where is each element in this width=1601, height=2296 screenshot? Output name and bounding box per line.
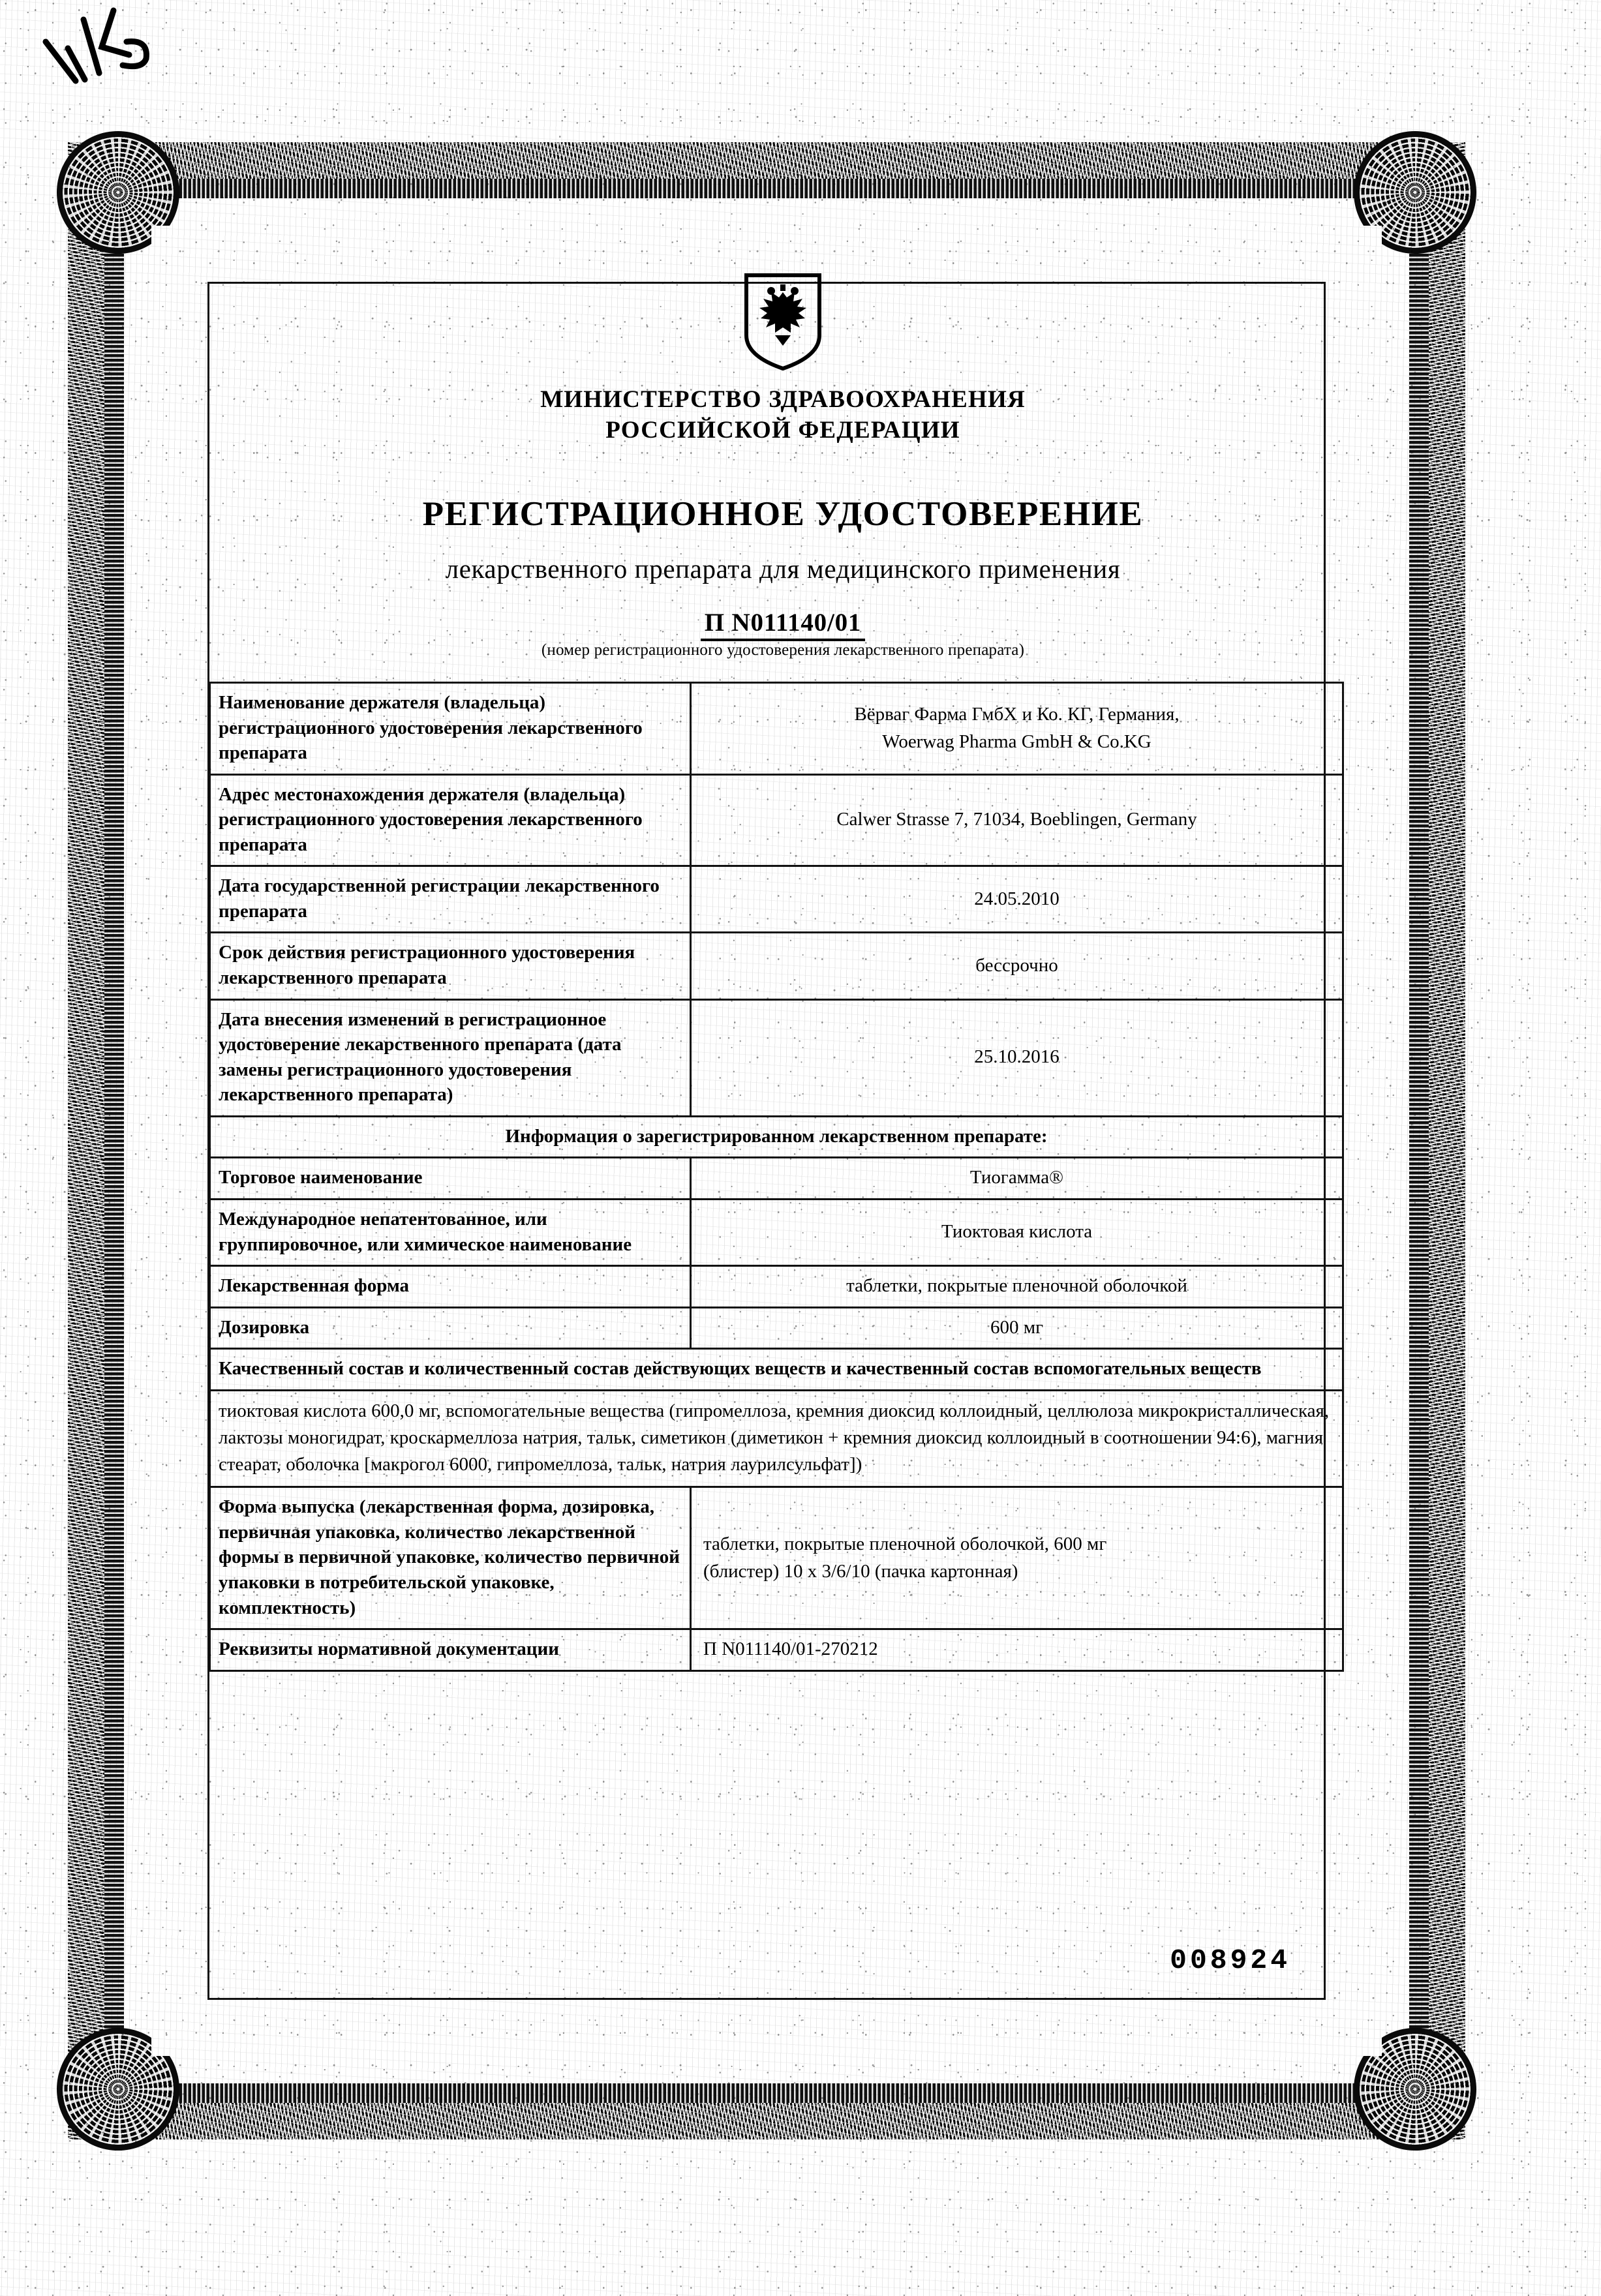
border-band2-top (104, 179, 1429, 198)
table-row (210, 1307, 1343, 1349)
table-row (210, 866, 1343, 933)
border-band2-left (104, 179, 124, 2103)
row-label-amendment-date: Дата внесения изменений в регистрационное удостоверение лекарственного препарата (дата замены регистрационного удостоверения лекарственного препарата) (210, 999, 691, 1116)
row-label-validity-term: Срок действия регистрационного удостоверения лекарственного препарата (210, 933, 691, 999)
packaging-line-2: (блистер) 10 х 3/6/10 (пачка картонная) (703, 1560, 1018, 1582)
row-value-normative-docs: П N011140/01-270212 (691, 1629, 1343, 1671)
row-label-dosage-form: Лекарственная форма (210, 1266, 691, 1308)
row-label-dosage-strength: Дозировка (210, 1307, 691, 1349)
row-value-amendment-date: 25.10.2016 (691, 999, 1343, 1116)
row-value-inn: Тиоктовая кислота (691, 1199, 1343, 1265)
row-label-holder-name: Наименование держателя (владельца) регистрационного удостоверения лекарственного препарата (210, 682, 691, 774)
row-label-holder-address: Адрес местонахождения держателя (владельца) регистрационного удостоверения лекарственного препарата (210, 774, 691, 866)
document-title: РЕГИСТРАЦИОННОЕ УДОСТОВЕРЕНИЕ (422, 494, 1144, 533)
table-row (210, 1199, 1343, 1265)
table-row (210, 1629, 1343, 1671)
certificate-frame (68, 142, 1465, 2139)
certificate-content (209, 273, 1357, 1672)
table-row (210, 933, 1343, 999)
table-section-row (210, 1116, 1343, 1158)
table-row (210, 1487, 1343, 1629)
row-value-dosage-strength: 600 мг (691, 1307, 1343, 1349)
border-band2-right (1409, 179, 1429, 2103)
ministry-line-2: РОССИЙСКОЙ ФЕДЕРАЦИИ (605, 416, 960, 444)
coat-of-arms-icon (742, 273, 823, 370)
row-value-packaging (691, 1487, 1343, 1629)
row-label-registration-date: Дата государственной регистрации лекарственного препарата (210, 866, 691, 933)
document-subtitle: лекарственного препарата для медицинского применения (445, 553, 1121, 584)
row-value-trade-name: Тиогамма® (691, 1158, 1343, 1200)
row-label-trade-name: Торговое наименование (210, 1158, 691, 1200)
table-row (210, 682, 1343, 774)
packaging-line-1: таблетки, покрытые пленочной оболочкой, 600 мг (703, 1533, 1107, 1554)
border-band-top (68, 142, 1465, 179)
composition-header: Качественный состав и количественный состав действующих веществ и качественный состав вспомогательных веществ (210, 1349, 1343, 1391)
table-row (210, 774, 1343, 866)
registration-table (209, 682, 1344, 1672)
table-row (210, 999, 1343, 1116)
row-value-validity-term: бессрочно (691, 933, 1343, 999)
border-band2-bottom (104, 2083, 1429, 2103)
table-section-row (210, 1349, 1343, 1391)
row-label-inn: Международное непатентованное, или группировочное, или химическое наименование (210, 1199, 691, 1265)
serial-number: 008924 (1170, 1944, 1290, 1976)
holder-name-ru: Вёрваг Фарма ГмбХ и Ко. КГ, Германия, (854, 703, 1180, 725)
composition-text: тиоктовая кислота 600,0 мг, вспомогательные вещества (гипромеллоза, кремния диоксид коллоидный, целлюлоза микрокристаллическая, лактозы моногидрат, кроскармеллоза натрия, тальк, симетикон (диметикон + кремния диоксид коллоидный в соотношении 94:6), магния стеарат, оболочка [макрогол 6000, гипромеллоза, тальк, натрия лаурилсульфат]) (210, 1390, 1343, 1487)
row-label-packaging: Форма выпуска (лекарственная форма, дозировка, первичная упаковка, количество лекарственной формы в первичной упаковке, количество первичной упаковки в потребительской упаковке, комплектность) (210, 1487, 691, 1629)
border-band-left (68, 142, 104, 2139)
registration-number (209, 608, 1357, 637)
ministry-title (209, 385, 1357, 446)
registration-number-value: П N011140/01 (701, 609, 865, 641)
row-value-holder-name (691, 682, 1343, 774)
border-band-right (1429, 142, 1465, 2139)
table-row (210, 1266, 1343, 1308)
section-header-drug-info: Информация о зарегистрированном лекарственном препарате: (210, 1116, 1343, 1158)
row-value-dosage-form: таблетки, покрытые пленочной оболочкой (691, 1266, 1343, 1308)
handwritten-mark (38, 1, 194, 106)
border-band-bottom (68, 2103, 1465, 2139)
row-value-registration-date: 24.05.2010 (691, 866, 1343, 933)
row-label-normative-docs: Реквизиты нормативной документации (210, 1629, 691, 1671)
row-value-holder-address: Calwer Strasse 7, 71034, Boeblingen, Germany (691, 774, 1343, 866)
table-section-row (210, 1390, 1343, 1487)
table-row (210, 1158, 1343, 1200)
registration-number-caption: (номер регистрационного удостоверения лекарственного препарата) (541, 641, 1025, 659)
ministry-line-1: МИНИСТЕРСТВО ЗДРАВООХРАНЕНИЯ (540, 386, 1026, 413)
holder-name-en: Woerwag Pharma GmbH & Co.KG (882, 731, 1151, 752)
